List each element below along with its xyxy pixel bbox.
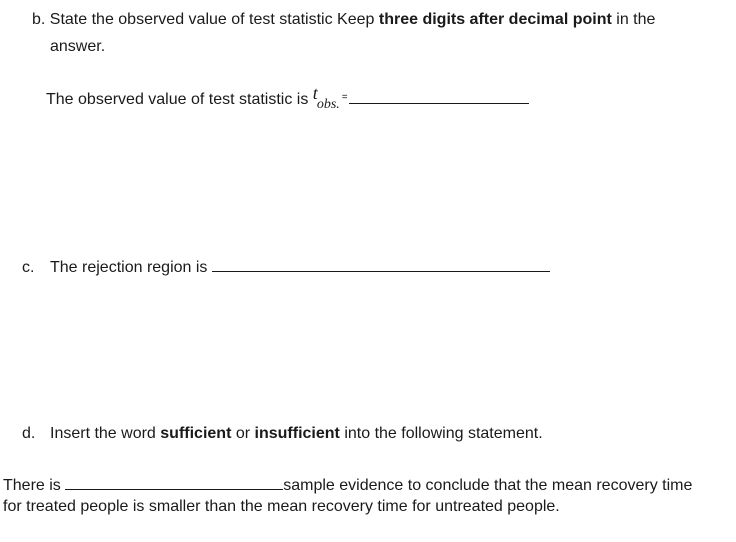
part-d-instruction — [22, 424, 543, 444]
part-b-instruction-bold: three digits after decimal point — [378, 11, 612, 28]
part-b-instruction-prefix: b. State the observed value of test statistic Keep — [32, 11, 379, 28]
t-subscript: obs. — [316, 97, 340, 112]
part-b-instruction-suffix: in the — [611, 11, 656, 28]
part-b-statement — [46, 83, 529, 112]
word-sufficient: sufficient — [160, 425, 232, 442]
part-c-marker: c. — [22, 259, 35, 276]
part-d-or: or — [231, 425, 255, 442]
part-b-instruction — [32, 10, 655, 30]
part-c-statement — [22, 257, 550, 278]
part-d-statement-line2: for treated people is smaller than the mean recovery time for untreated people. — [3, 498, 560, 515]
sufficiency-answer-blank[interactable] — [65, 475, 283, 490]
equals-sign: = — [341, 92, 348, 103]
part-d-statement-start: There is — [3, 477, 66, 494]
word-insufficient: insufficient — [254, 425, 340, 442]
t-symbol: t — [312, 83, 318, 103]
part-d-suffix: into the following statement. — [339, 425, 543, 442]
rejection-region-answer-blank[interactable] — [212, 257, 550, 272]
part-b-statement-label: The observed value of test statistic is — [46, 91, 313, 108]
part-b-instruction-line2: answer. — [50, 38, 106, 55]
part-c-text: The rejection region is — [50, 259, 212, 276]
test-statistic-answer-blank[interactable] — [349, 89, 529, 104]
part-d-marker: d. — [22, 425, 36, 442]
part-d-prefix: Insert the word — [50, 425, 161, 442]
part-d-statement-line1 — [3, 475, 692, 496]
part-d-statement-mid: sample evidence to conclude that the mean recovery time — [283, 477, 693, 494]
